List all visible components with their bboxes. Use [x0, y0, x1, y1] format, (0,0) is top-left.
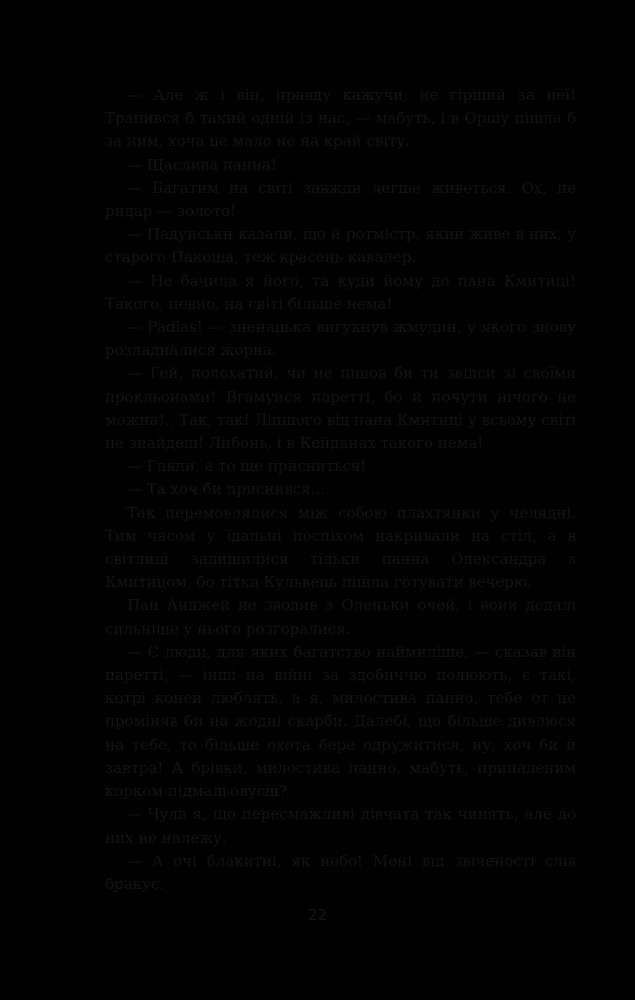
paragraph: — Є люди, для яких багатство наймиліше, — сказав він паретті, — інші на війні за здобиччю полюють, є такі, котрі коней люблять, а я, милостива панно, тебе от не проміняв би на жодні скарби. Далебі, що більше дивлюся на тебе, то більше охота бере одружитися, ну, хоч би й завтра! А брівки, милостива панно, мабуть, припаленим корком підмальовуєш?	[105, 642, 576, 801]
paragraph: Так перемовлялися між собою плахтянки у челядні. Тим часом у їдальні поспіхом накривали на стіл, а в світлиці залишилися тільки панна Олександра з Кмитицом, бо тітка Кульвець пішла готувати вечерю.	[105, 503, 576, 592]
paragraph: — Падунськи казали, що й ротмістр, який живе в них, у старого Пакоша, теж красень кавалер.	[105, 225, 576, 267]
paragraph: — Padlas! — зненацька вигукнув жмудин, у якого знову розладналися жорна.	[105, 318, 576, 360]
page-number: 22	[307, 906, 328, 924]
paragraph: — А очі блакитні, як небо! Мені від звіченості слів бракує.	[105, 851, 576, 893]
paragraph: — Чула я, що пересмажливі дівчата так чинять, але до них не належу.	[105, 805, 576, 847]
paragraph: Пан Анджей не зводив з Оленьки очей, і вони дедалі сильніше у нього розгоралися.	[105, 596, 576, 638]
paragraph: — Та хоч би приснився...	[127, 480, 326, 499]
paragraph: — Але ж і він, правду кажучи, не гірший за неї! Трапився б такий одній із нас, — мабуть, і в Оршу пішла б за ним, хоча це мало не на край світу.	[105, 86, 576, 151]
paragraph: — Щаслива панна!	[127, 155, 277, 174]
paragraph: — Гляди, а то ще присниться!	[127, 457, 367, 476]
body-text	[105, 84, 576, 896]
paragraph: — Не бачила я його, та куди йому до пана Кмитиці! Такого, певно, на світі більше нема!	[105, 271, 576, 313]
paragraph: — Багатим на світі завжди легше живеться. Ох, не ридар — золото!	[105, 178, 576, 221]
paragraph: — Гей, полохатий, чи не пішов би ти звідси зі своїми прокльонами! Вгамуйся паретті, бо й почути нічого не можна!.. Так, так! Ліпшого від пана Кмитиці у всьому світі не знайдеш! Либонь, і в Кейданах такого нема!	[105, 364, 576, 453]
